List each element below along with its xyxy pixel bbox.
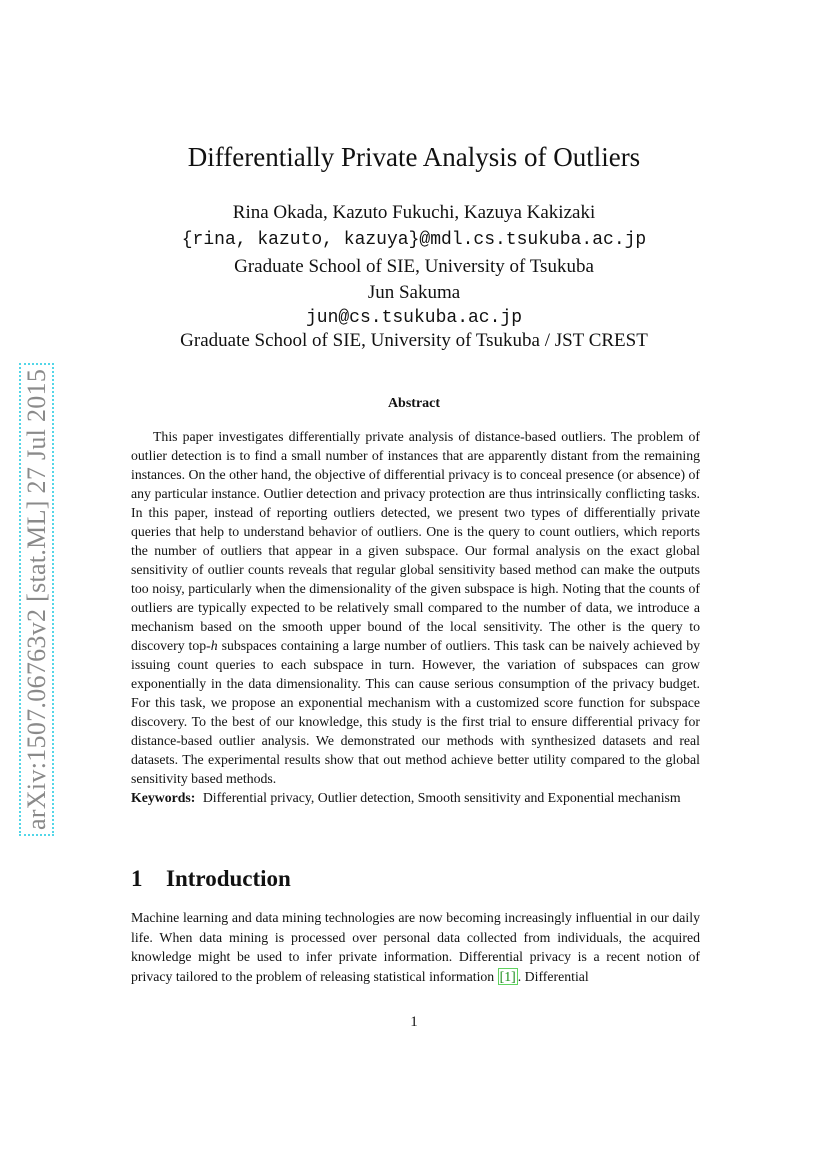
paper-title: Differentially Private Analysis of Outliers xyxy=(187,142,641,172)
arxiv-identifier-stamp xyxy=(22,363,52,836)
arxiv-stamp-text: arXiv:1507.06763v2 [stat.ML] 27 Jul 2015 xyxy=(19,363,54,836)
author-affiliation-second: Graduate School of SIE, University of Tsukuba / JST CREST xyxy=(180,330,648,351)
author-names: Rina Okada, Kazuto Fukuchi, Kazuya Kakizaki xyxy=(232,202,596,223)
section-heading xyxy=(131,866,291,892)
intro-text-part-1: Machine learning and data mining technologies are now becoming increasingly influential in our daily life. When data mining is processed over personal data collected from individuals, the acquired knowledge might be used to infer private information. Differential privacy is a recent notion of privacy tailored to the problem of releasing statistical information xyxy=(131,910,700,984)
abstract-heading: Abstract xyxy=(387,396,441,411)
keywords-text: Differential privacy, Outlier detection, Smooth sensitivity and Exponential mechanism xyxy=(202,790,681,805)
abstract-paragraph xyxy=(131,427,700,788)
math-variable-h: h xyxy=(210,638,218,653)
citation-link[interactable]: [1] xyxy=(499,968,516,984)
keywords-line xyxy=(131,788,700,807)
section-title: Introduction xyxy=(166,866,291,891)
author-affiliation: Graduate School of SIE, University of Tsukuba xyxy=(234,256,594,277)
introduction-paragraph xyxy=(131,908,700,986)
author-email-second: jun@cs.tsukuba.ac.jp xyxy=(305,308,523,328)
author-name-second: Jun Sakuma xyxy=(367,282,461,303)
page-number: 1 xyxy=(410,1014,418,1030)
abstract-body xyxy=(131,427,700,807)
abstract-text-part-2: subspaces containing a large number of outliers. This task can be naively achieved by issuing count queries to each subspace in turn. However, the variation of subspaces can grow exponentially in the data dimensionality. This can cause serious consumption of the privacy budget. For this task, we propose an exponential mechanism with a customized score function for subspace discovery. To the best of our knowledge, this study is the first trial to ensure differential privacy for distance-based outlier analysis. We demonstrated our methods with synthesized datasets and real datasets. The experimental results show that out method achieve better utility compared to the global sensitivity based methods. xyxy=(131,638,701,786)
section-number: 1 xyxy=(131,866,143,891)
keywords-label: Keywords: xyxy=(131,790,196,805)
abstract-text-part-1: This paper investigates differentially private analysis of distance-based outliers. The problem of outlier detection is to find a small number of instances that are apparently distant from the remaining instances. On the other hand, the objective of differential privacy is to conceal presence (or absence) of any particular instance. Outlier detection and privacy protection are thus intrinsically conflicting tasks. In this paper, instead of reporting outliers detected, we present two types of differentially private queries that help to understand behavior of outliers. One is the query to count outliers, which reports the number of outliers that appear in a given subspace. Our formal analysis on the exact global sensitivity of outlier counts reveals that regular global sensitivity based method can make the outputs too noisy, particularly when the dimensionality of the given subspace is high. Noting that the counts of outliers are typically expected to be relatively small compared to the number of data, we introduce a mechanism based on the smooth upper bound of the local sensitivity. The other is the query to discovery top- xyxy=(131,429,701,653)
intro-text-part-2: . Differential xyxy=(517,968,589,984)
author-emails: {rina, kazuto, kazuya}@mdl.cs.tsukuba.ac.jp xyxy=(181,230,647,250)
